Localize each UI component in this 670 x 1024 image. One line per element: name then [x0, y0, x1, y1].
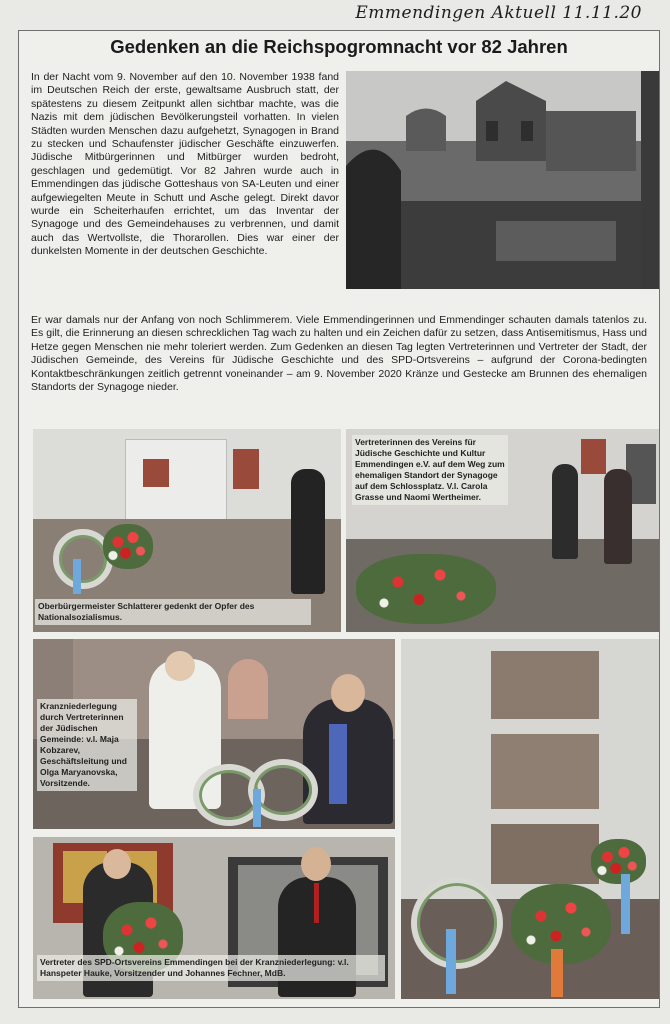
person-silhouette — [552, 464, 578, 559]
caption-spd: Vertreter des SPD-Ortsvereins Emmendingen bei der Kranzniederlegung: v.l. Hanspeter Hauke, Vorsitzender und Johannes Fechner, MdB. — [37, 955, 385, 981]
photo-spd — [33, 837, 395, 999]
synagogue-ruins-image — [346, 71, 659, 289]
memorial-plaque — [491, 734, 599, 809]
caption-association: Vertreterinnen des Vereins für Jüdische Geschichte und Kultur Emmendingen e.V. auf dem Weg zum ehemaligen Standort der Synagoge auf dem Schlossplatz. V.l. Carola Grasse und Naomi Wertheimer. — [352, 435, 508, 505]
memorial-plaque — [491, 824, 599, 884]
article-paragraph-2: Er war damals nur der Anfang von noch Schlimmerem. Viele Emmendingerinnen und Emmendinger schauten damals tatenlos zu. Es gilt, die Erinnerung an diesen schrecklichen Tag wach zu halten und ein Zeichen dafür zu setzen, dass Antisemitismus, Hass und Hetze gegen Menschen nie mehr toleriert werden. Zum Gedenken an diesen Tag legten Vertreterinnen und Vertreter der Stadt, der Jüdischen Gemeinde, des Vereins für Jüdische Geschichte und des SPD-Ortsvereins – aufgrund der Corona-bedingten Kontaktbeschränkungen zeitlich getrennt voneinander – am 9. November 2020 Kränze und Gestecke am Brunnen des ehemaligen Standorts der Synagoge nieder. — [31, 314, 647, 394]
flower-arrangement — [356, 554, 496, 624]
person-silhouette — [604, 469, 632, 564]
person-dark-coat — [303, 699, 393, 824]
memorial-plaque — [491, 651, 599, 719]
article-paragraph-1: In der Nacht vom 9. November auf den 10. November 1938 fand im Deutschen Reich der erste, gewaltsame Ausbruch statt, der spätestens zu diesem Zeitpunkt allen sichtbar machte, was die Nazis mit dem jüdischen Bevölkerungsteil vorhatten. In vielen Städten wurden Menschen dazu aufgehetzt, Synagogen in Brand zu stecken und Schaufenster jüdischer Geschäfte einzuwerfen. Jüdische Mitbürgerinnen und Mitbürger wurden bedroht, geschlagen und gedemütigt. Vor 82 Jahren wurde auch in Emmendingen das jüdische Gotteshaus von SA-Leuten und einer aufgewiegelten Meute in Schutt und Asche gelegt. Direkt davor wurde ein Scheiterhaufen errichtet, um das Inventar der Synagoge und des Gemeindehauses zu verbrennen, und damit auch das Wertvollste, die Thorarollen. Dies war einer der dunkelsten Momente in der deutschen Geschichte. — [31, 71, 339, 258]
photo-jewish-community — [33, 639, 395, 829]
photo-memorial-wall — [401, 639, 659, 999]
article-title: Gedenken an die Reichspogromnacht vor 82 Jahren — [110, 36, 568, 57]
handwritten-note: Emmendingen Aktuell 11.11.20 — [355, 3, 642, 23]
photo-association — [346, 429, 659, 632]
caption-mayor: Oberbürgermeister Schlatterer gedenkt der Opfer des Nationalsozialismus. — [35, 599, 311, 625]
flower-arrangement — [591, 839, 646, 884]
wreath — [411, 877, 503, 969]
person-silhouette — [291, 469, 325, 594]
historic-synagogue-photo — [346, 71, 659, 289]
caption-jewish-community: Kranzniederlegung durch Vertreterinnen der Jüdischen Gemeinde: v.l. Maja Kobzarev, Geschäftsleitung und Olga Maryanovska, Vorsitzende. — [37, 699, 137, 791]
article-frame — [18, 30, 660, 1008]
photo-mayor — [33, 429, 341, 632]
